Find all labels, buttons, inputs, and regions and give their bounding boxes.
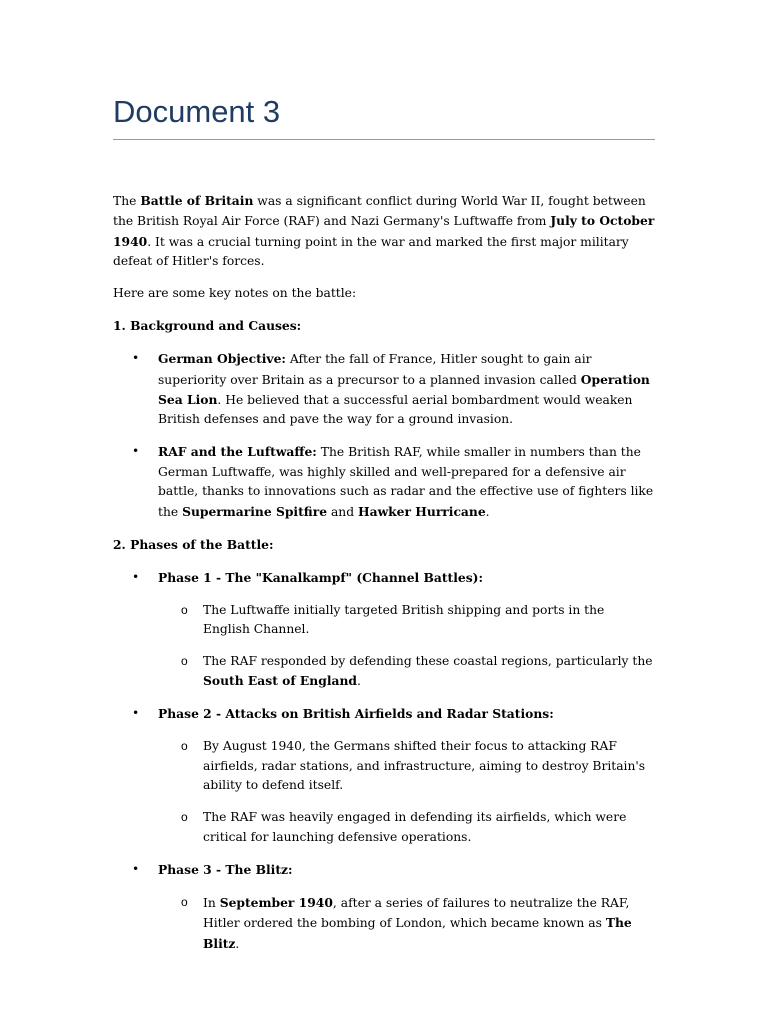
circle-bullet-icon: o (181, 894, 188, 909)
bullet-icon: • (132, 569, 140, 584)
sub-list-item: o By August 1940, the Germans shifted their focus to attacking RAF airfields, radar stations, and infrastructure, aiming to destroy Britain's ability to defend itself. (181, 739, 646, 793)
circle-bullet-icon: o (181, 810, 188, 825)
list-item: • German Objective: After the fall of France, Hitler sought to gain air superiority over Britain as a precursor to a planned invasion called Operation Sea Lion. He believed that a successful aerial bombardment would weaken British defenses and pave the way for a ground invasion. (132, 351, 650, 427)
key-notes-line: Here are some key notes on the battle: (113, 286, 357, 301)
bullet-icon: • (132, 706, 140, 721)
date-range-term: July to October 1940 (113, 213, 655, 249)
bullet-icon: • (132, 861, 140, 876)
phase3-item: • Phase 3 - The Blitz: o In September 1940, after a series of failures to neutralize the RAF, Hitler ordered the bombing of London, which became known as The Blitz. (113, 860, 655, 954)
document-title: Document 3 (113, 94, 281, 129)
circle-bullet-icon: o (181, 602, 188, 617)
battle-of-britain-term: Battle of Britain (140, 193, 254, 208)
phase1-item: • Phase 1 - The "Kanalkampf" (Channel Battles): o The Luftwaffe initially targeted British shipping and ports in the English Channel. o The RAF responded by defending these coastal regions, particularly the South East of England. (113, 568, 655, 692)
circle-bullet-icon: o (181, 654, 188, 669)
document-body (113, 191, 655, 967)
phase3-sublist (158, 893, 655, 954)
list-item: • RAF and the Luftwaffe: The British RAF, while smaller in numbers than the German Luftwaffe, was highly skilled and well-prepared for a defensive air battle, thanks to innovations such as radar and the effective use of fighters like the Supermarine Spitfire and Hawker Hurricane. (132, 444, 654, 519)
section2-list (113, 568, 655, 954)
bullet-icon: • (132, 351, 140, 366)
phase2-item: • Phase 2 - Attacks on British Airfields and Radar Stations: o By August 1940, the Germans shifted their focus to attacking RAF airfields, radar stations, and infrastructure, aiming to destroy Britain's ability to defend itself. o The RAF was heavily engaged in defending its airfields, which were critical for launching defensive operations. (113, 704, 655, 847)
bullet-icon: • (132, 444, 140, 459)
section1-heading: 1. Background and Causes: (113, 318, 302, 334)
circle-bullet-icon: o (181, 739, 188, 754)
sub-list-item: o In September 1940, after a series of failures to neutralize the RAF, Hitler ordered the bombing of London, which became known as The Blitz. (181, 894, 632, 951)
phase2-sublist (158, 737, 655, 847)
intro-paragraph: The Battle of Britain was a significant conflict during World War II, fought between the British Royal Air Force (RAF) and Nazi Germany's Luftwaffe from July to October 1940. It was a crucial turning point in the war and marked the first major military defeat of Hitler's forces. (113, 193, 655, 269)
section2-heading: 2. Phases of the Battle: (113, 536, 274, 552)
section1-list (113, 349, 655, 522)
title-underline (113, 139, 655, 140)
sub-list-item: o The Luftwaffe initially targeted British shipping and ports in the English Channel. (181, 602, 605, 637)
sub-list-item: o The RAF was heavily engaged in defending its airfields, which were critical for launching defensive operations. (181, 810, 627, 844)
phase1-sublist (158, 601, 655, 692)
sub-list-item: o The RAF responded by defending these coastal regions, particularly the South East of England. (181, 654, 653, 689)
